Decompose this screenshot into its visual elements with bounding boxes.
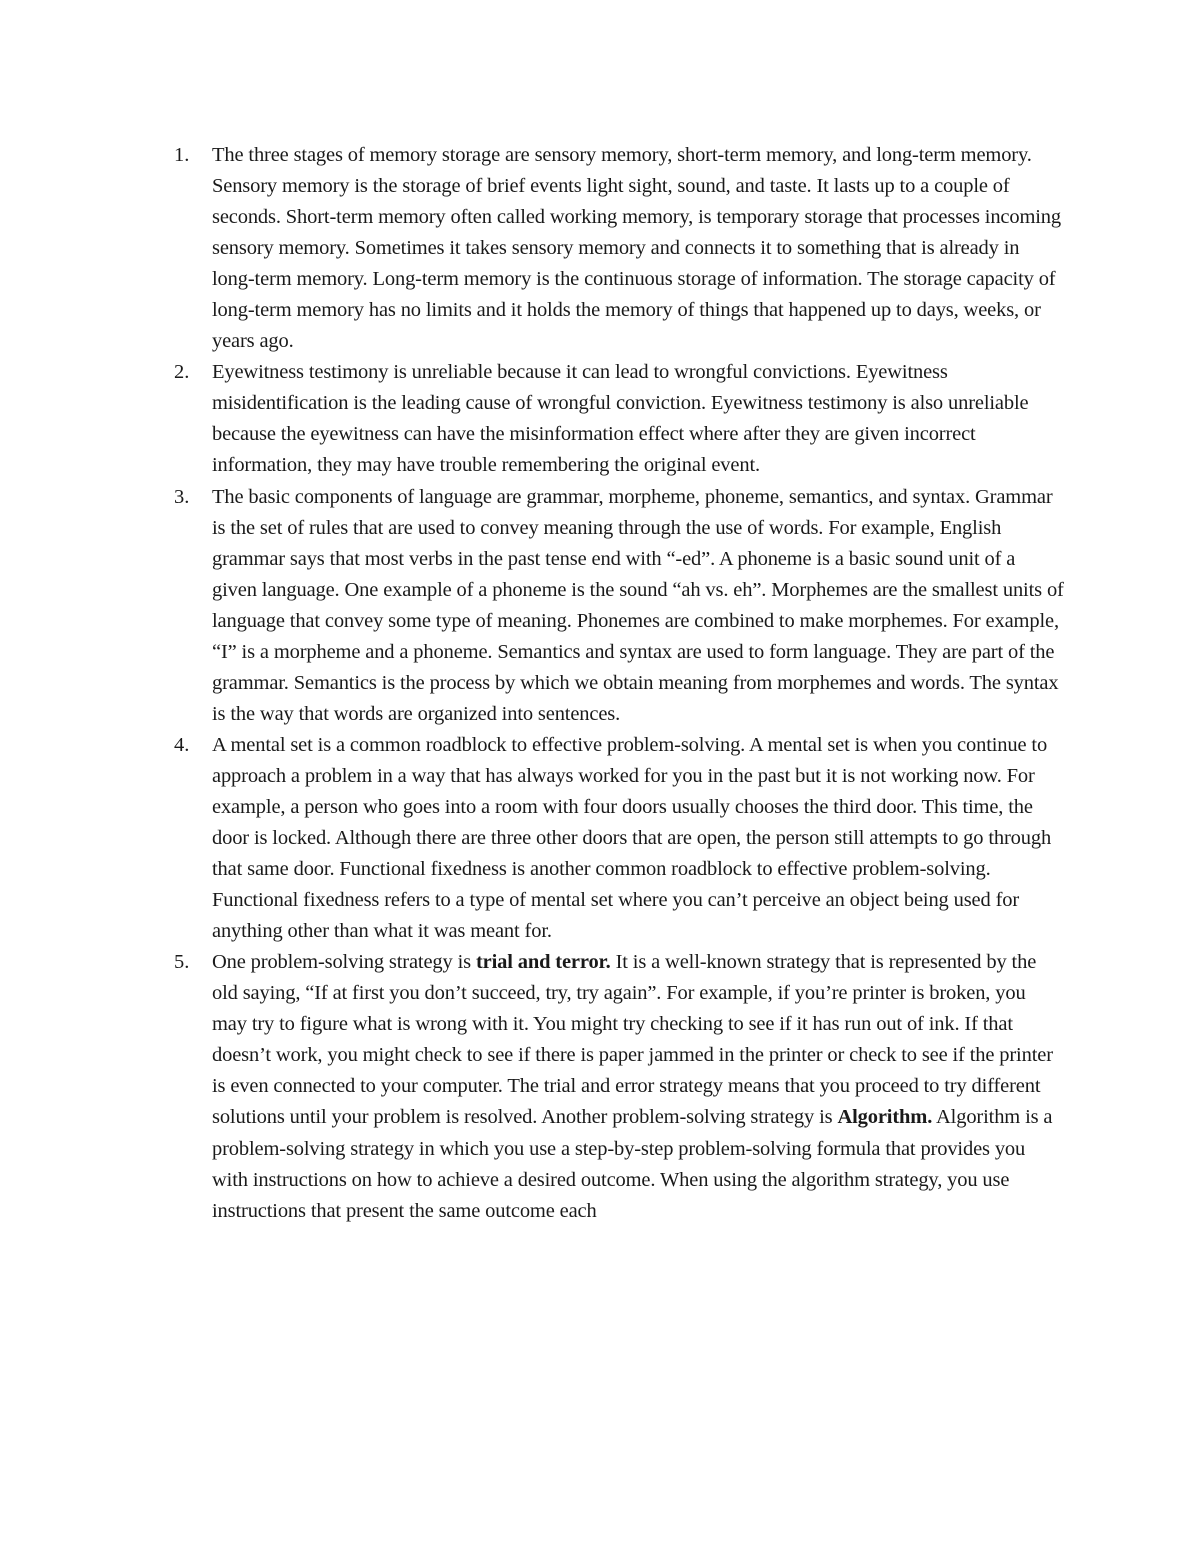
list-item-number: 5. [174,951,190,974]
text-segment: Algorithm is a problem-solving strategy in which you use a step-by-step problem-solving formula that provides you with instructions on how to achieve a desired outcome. When using the algorithm strategy, you use instructions that present the same outcome each [212,1106,1053,1222]
list-item-number: 4. [174,733,190,756]
list-item-number: 2. [174,361,190,384]
list-item [174,482,1064,730]
text-segment: One problem-solving strategy is [212,951,476,974]
list-item [174,730,1064,947]
list-item-text [212,947,1064,1226]
bold-term-trial-and-error: trial and terror. [475,951,611,974]
list-item-text: Eyewitness testimony is unreliable because it can lead to wrongful convictions. Eyewitness misidentification is the leading cause of wrongful conviction. Eyewitness testimony is also unreliable because the eyewitness can have the misinformation effect where after they are given incorrect information, they may have trouble remembering the original event. [212,361,1029,477]
bold-term-algorithm: Algorithm. [837,1106,933,1129]
list-item-number: 3. [174,485,190,508]
list-item-text: The three stages of memory storage are sensory memory, short-term memory, and long-term memory. Sensory memory is the storage of brief events light sight, sound, and taste. It lasts up to a couple of seconds. Short-term memory often called working memory, is temporary storage that processes incoming sensory memory. Sometimes it takes sensory memory and connects it to something that is already in long-term memory. Long-term memory is the continuous storage of information. The storage capacity of long-term memory has no limits and it holds the memory of things that happened up to days, weeks, or years ago. [212,144,1062,353]
numbered-list [174,140,1064,1227]
list-item-text: A mental set is a common roadblock to effective problem-solving. A mental set is when you continue to approach a problem in a way that has always worked for you in the past but it is not working now. For example, a person who goes into a room with four doors usually chooses the third door. This time, the door is locked. Although there are three other doors that are open, the person still attempts to go through that same door. Functional fixedness is another common roadblock to effective problem-solving. Functional fixedness refers to a type of mental set where you can’t perceive an object being used for anything other than what it was meant for. [212,733,1052,943]
text-segment: It is a well-known strategy that is represented by the old saying, “If at first you don’t succeed, try, try again”. For example, if you’re printer is broken, you may try to figure what is wrong with it. You might try checking to see if it has run out of ink. If that doesn’t work, you might check to see if there is paper jammed in the printer or check to see if the printer is even connected to your computer. The trial and error strategy means that you proceed to try different solutions until your problem is resolved. Another problem-solving strategy is [212,951,1053,1129]
list-item [174,357,1064,481]
list-item [174,140,1064,357]
list-item-number: 1. [174,144,190,166]
list-item [174,947,1064,1226]
list-item-text: The basic components of language are grammar, morpheme, phoneme, semantics, and syntax. Grammar is the set of rules that are used to convey meaning through the use of words. For example, English grammar says that most verbs in the past tense end with “-ed”. A phoneme is a basic sound unit of a given language. One example of a phoneme is the sound “ah vs. eh”. Morphemes are the smallest units of language that convey some type of meaning. Phonemes are combined to make morphemes. For example, “I” is a morpheme and a phoneme. Semantics and syntax are used to form language. They are part of the grammar. Semantics is the process by which we obtain meaning from morphemes and words. The syntax is the way that words are organized into sentences. [212,485,1064,725]
